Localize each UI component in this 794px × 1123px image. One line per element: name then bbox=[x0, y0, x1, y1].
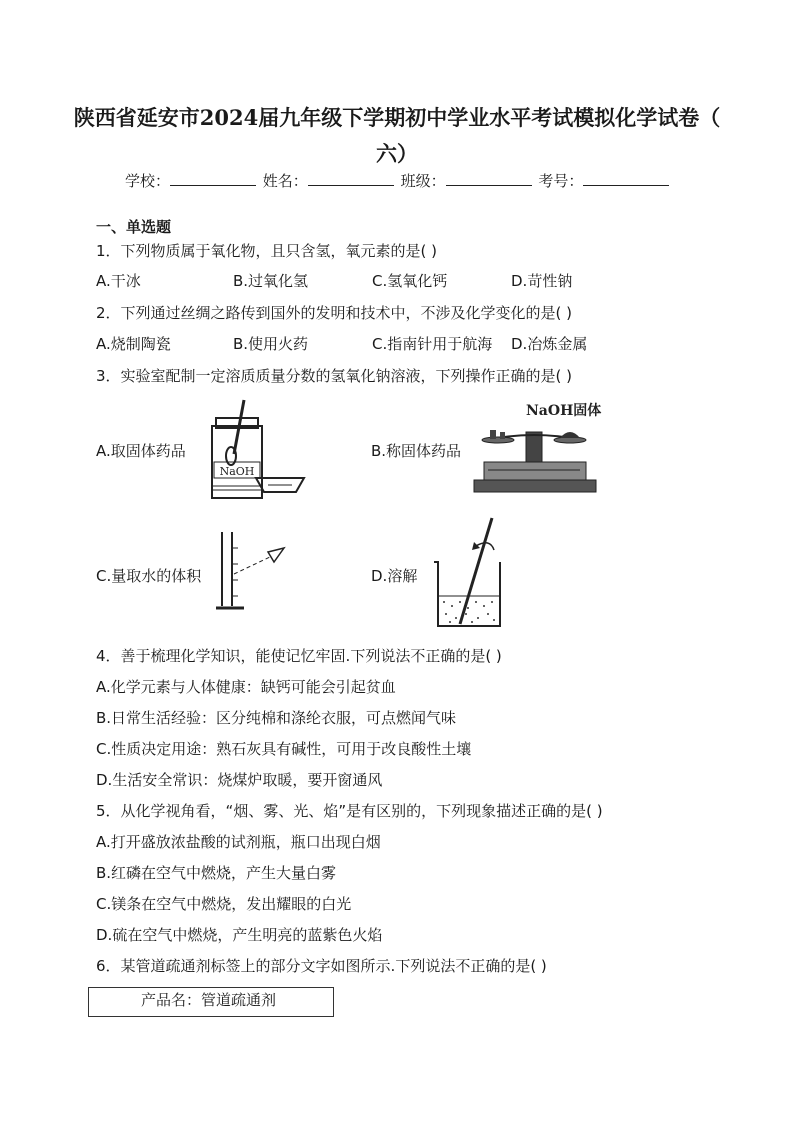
spoon bbox=[226, 400, 244, 465]
q3-option-c[interactable]: C.量取水的体积 bbox=[96, 567, 202, 585]
reagent-bottle-figure bbox=[200, 398, 310, 502]
balance-figure bbox=[470, 400, 602, 496]
q1-option-c[interactable]: C.氢氧化钙 bbox=[372, 272, 448, 290]
eye-sight-line bbox=[234, 548, 284, 574]
q5-stem: 5．从化学视角看，“烟、雾、光、焰”是有区别的，下列现象描述正确的是( ) bbox=[96, 802, 603, 820]
product-label-box bbox=[88, 987, 334, 1017]
balance-label: NaOH固体 bbox=[526, 403, 602, 419]
student-info bbox=[125, 170, 671, 191]
q1-stem: 1．下列物质属于氧化物，且只含氢，氧元素的是( ) bbox=[96, 242, 438, 260]
exam-title bbox=[0, 100, 794, 172]
bottle-label: NaOH bbox=[219, 465, 255, 478]
q3-option-b[interactable]: B.称固体药品 bbox=[371, 442, 462, 460]
q1-option-a[interactable]: A.干冰 bbox=[96, 272, 141, 290]
q2-option-c[interactable]: C.指南针用于航海 bbox=[372, 335, 493, 353]
q3-option-d[interactable]: D.溶解 bbox=[371, 567, 418, 585]
balance bbox=[474, 430, 596, 492]
title-line-2: 六） bbox=[376, 141, 418, 166]
q4-option-c[interactable]: C.性质决定用途：熟石灰具有碱性，可用于改良酸性土壤 bbox=[96, 740, 472, 758]
beaker bbox=[434, 562, 500, 626]
graduated-cylinder bbox=[216, 532, 244, 608]
beaker-figure bbox=[428, 516, 512, 632]
section-heading: 一、单选题 bbox=[96, 218, 172, 236]
q3-stem: 3．实验室配制一定溶质质量分数的氢氧化钠溶液，下列操作正确的是( ) bbox=[96, 367, 573, 385]
name-blank[interactable] bbox=[308, 171, 394, 186]
q2-option-a[interactable]: A.烧制陶瓷 bbox=[96, 335, 171, 353]
q4-option-b[interactable]: B.日常生活经验：区分纯棉和涤纶衣服，可点燃闻气味 bbox=[96, 709, 457, 727]
exam-no-blank[interactable] bbox=[583, 171, 669, 186]
q2-option-d[interactable]: D.冶炼金属 bbox=[511, 335, 588, 353]
class-label: 班级： bbox=[400, 172, 446, 190]
q2-option-b[interactable]: B.使用火药 bbox=[233, 335, 309, 353]
q3-option-a[interactable]: A.取固体药品 bbox=[96, 442, 186, 460]
title-line-1: 陕西省延安市2024届九年级下学期初中学业水平考试模拟化学试卷（ bbox=[73, 105, 721, 130]
glass-rod bbox=[460, 518, 494, 624]
q1-option-d[interactable]: D.苛性钠 bbox=[511, 272, 573, 290]
q2-stem: 2．下列通过丝绸之路传到国外的发明和技术中，不涉及化学变化的是( ) bbox=[96, 304, 573, 322]
q4-stem: 4．善于梳理化学知识，能使记忆牢固.下列说法不正确的是( ) bbox=[96, 647, 502, 665]
q5-option-a[interactable]: A.打开盛放浓盐酸的试剂瓶，瓶口出现白烟 bbox=[96, 833, 381, 851]
watch-dish bbox=[256, 478, 304, 492]
name-label: 姓名： bbox=[262, 172, 308, 190]
q5-option-b[interactable]: B.红磷在空气中燃烧，产生大量白雾 bbox=[96, 864, 337, 882]
q5-option-d[interactable]: D.硫在空气中燃烧，产生明亮的蓝紫色火焰 bbox=[96, 926, 383, 944]
q4-option-d[interactable]: D.生活安全常识：烧煤炉取暖，要开窗通风 bbox=[96, 771, 383, 789]
q5-option-c[interactable]: C.镁条在空气中燃烧，发出耀眼的白光 bbox=[96, 895, 352, 913]
product-label-text: 产品名：管道疏通剂 bbox=[141, 991, 277, 1009]
exam-no-label: 考号： bbox=[538, 172, 584, 190]
q1-option-b[interactable]: B.过氧化氢 bbox=[233, 272, 309, 290]
graduated-cylinder-figure bbox=[210, 528, 306, 612]
q6-stem: 6．某管道疏通剂标签上的部分文字如图所示.下列说法不正确的是( ) bbox=[96, 957, 547, 975]
school-label: 学校： bbox=[125, 172, 171, 190]
q4-option-a[interactable]: A.化学元素与人体健康：缺钙可能会引起贫血 bbox=[96, 678, 396, 696]
class-blank[interactable] bbox=[446, 171, 532, 186]
school-blank[interactable] bbox=[170, 171, 256, 186]
